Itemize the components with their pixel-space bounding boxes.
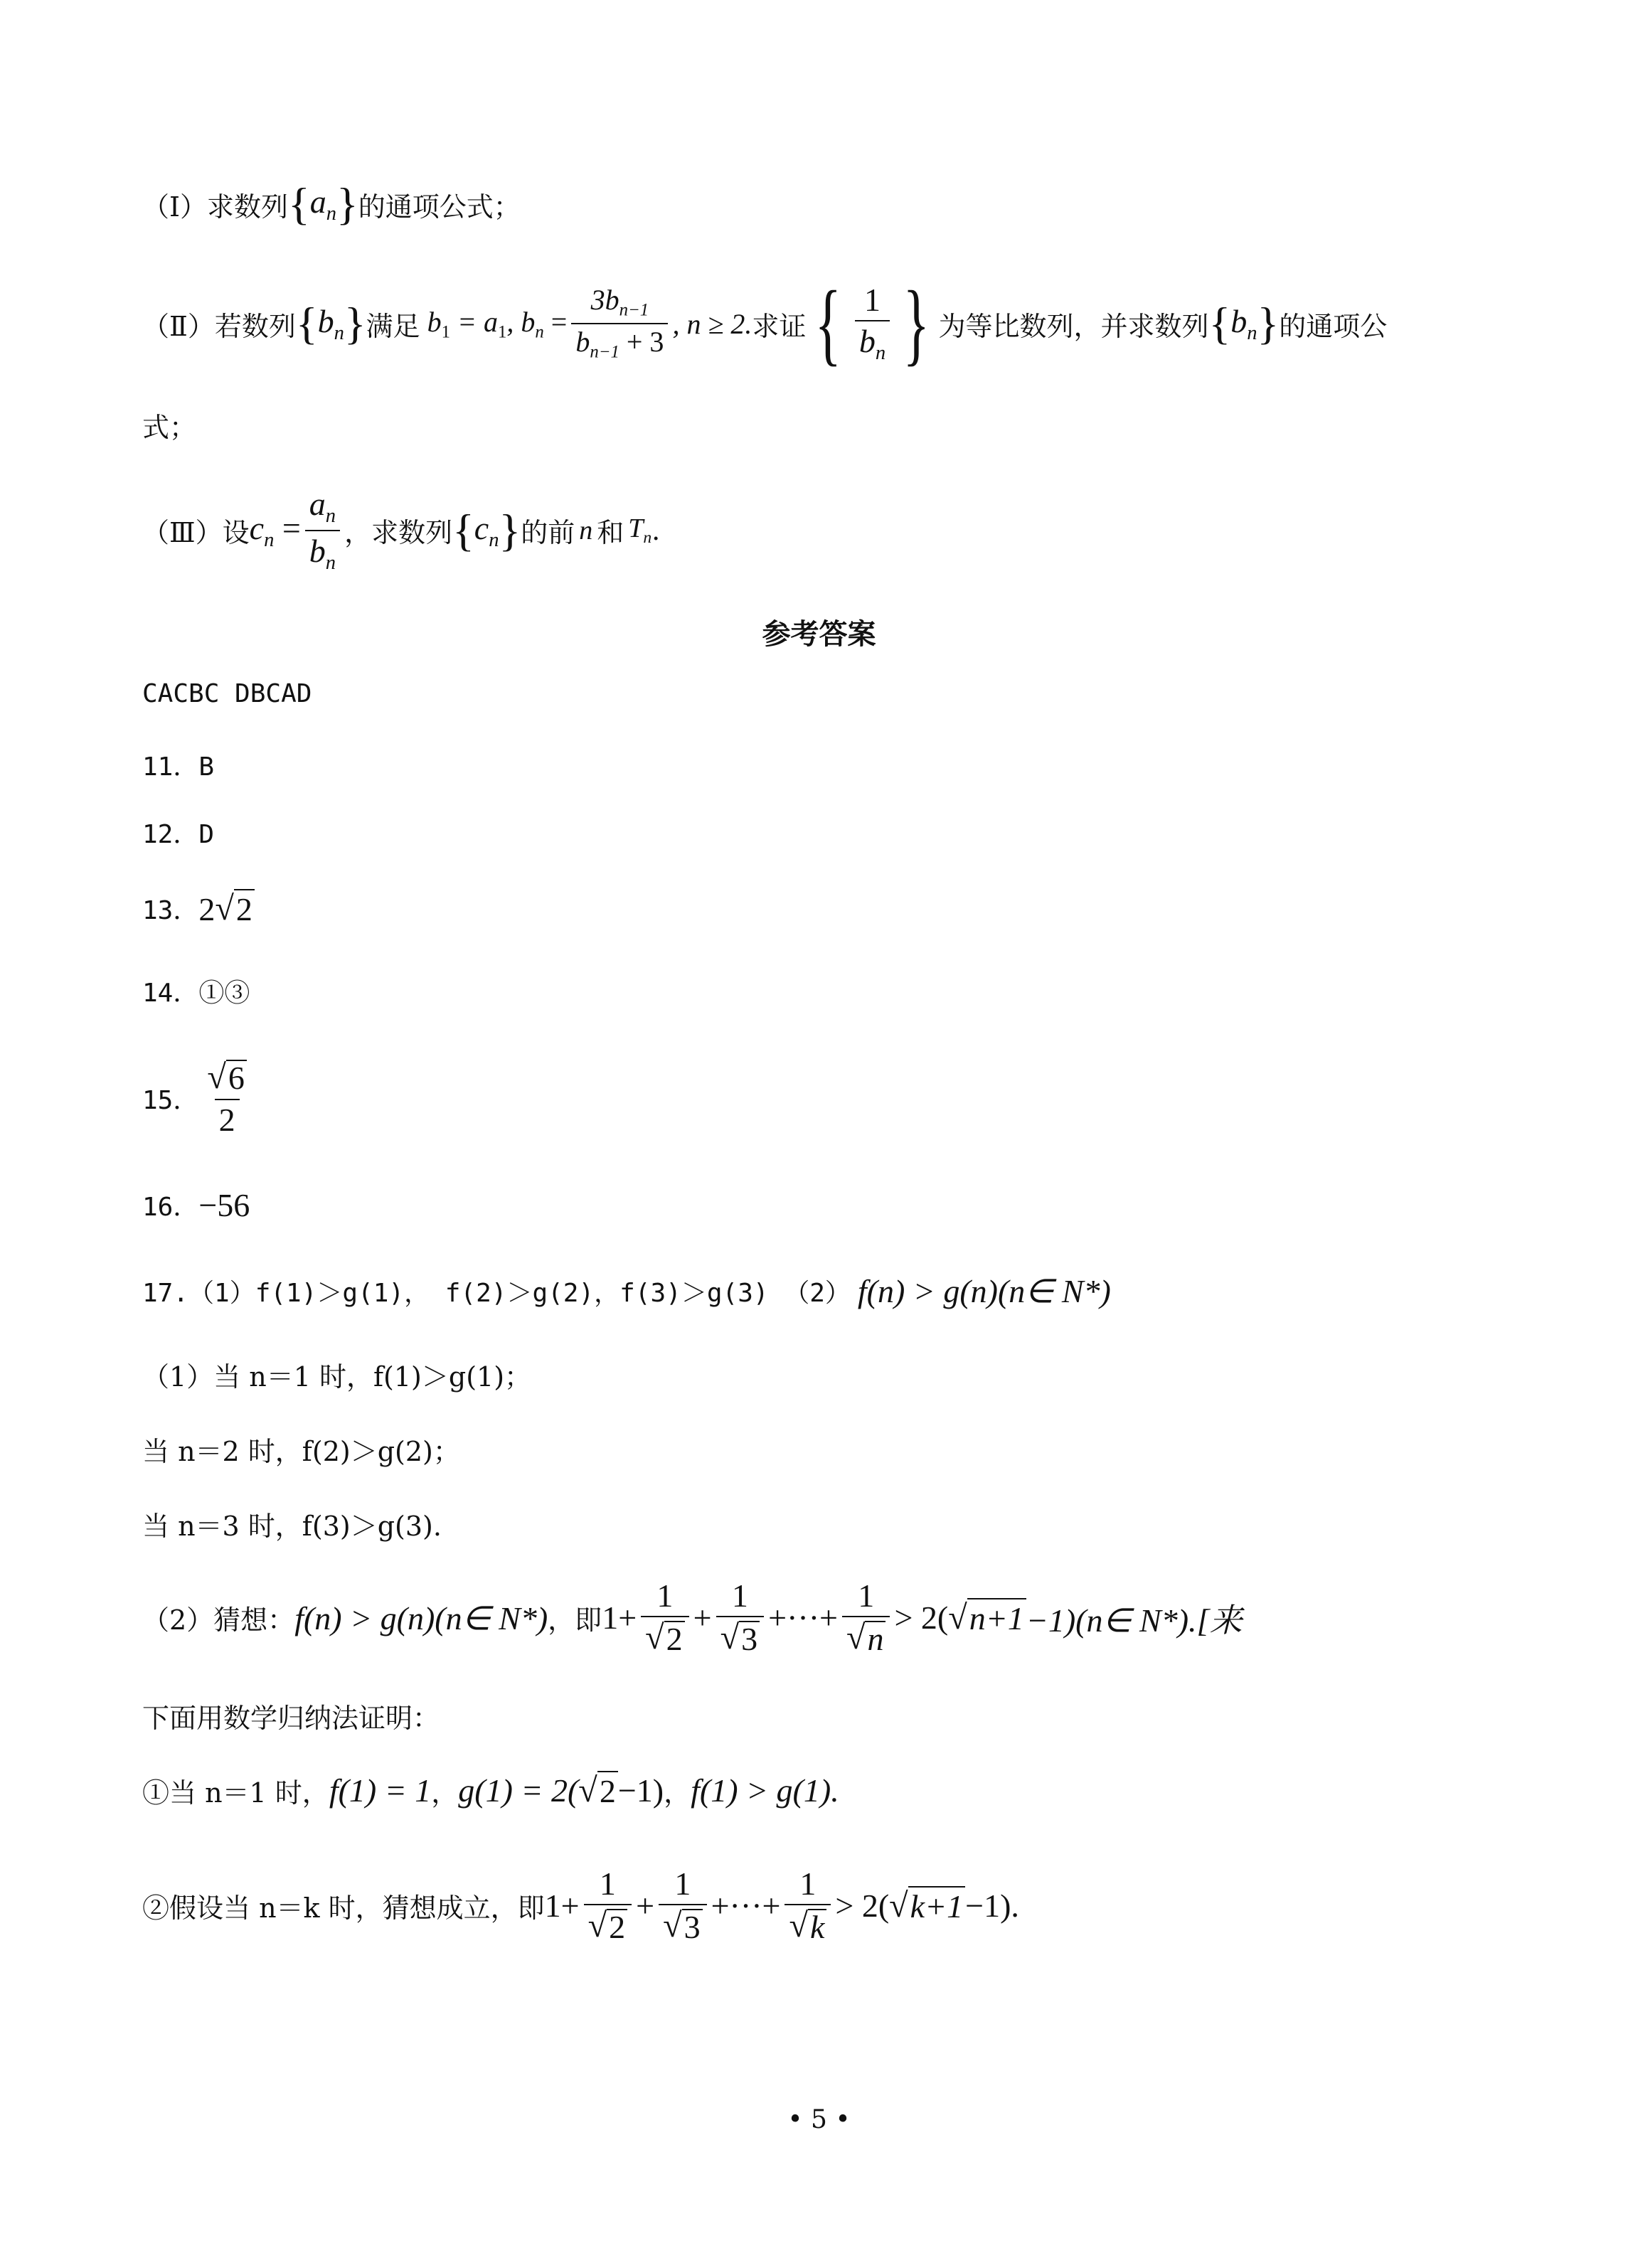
answer-16 — [142, 1186, 250, 1224]
step2-dots: +···+ — [711, 1888, 781, 1924]
left-brace: { — [814, 272, 842, 375]
q2-prove: 求证 — [752, 310, 807, 342]
q3-label: （Ⅲ）设 — [142, 517, 250, 549]
answer-11: 11．B — [142, 752, 215, 782]
q2-geo: 为等比数列，并求数列 — [938, 310, 1209, 342]
q3-tail2: 和 — [597, 517, 624, 549]
step2-frac-2: 1 √ 3 — [659, 1867, 707, 1944]
answer-13-value: 2 √ 2 — [198, 889, 255, 928]
left-brace: { — [1208, 298, 1231, 348]
guess-dots: +···+ — [768, 1599, 838, 1636]
guess-frac-2: 1 √ 3 — [716, 1579, 765, 1656]
question-part-3 — [142, 487, 660, 574]
answer-15-fraction: √ 6 2 — [203, 1060, 251, 1137]
q2-label: （Ⅱ）若数列 — [142, 310, 296, 342]
guess-ineq: > 2( — [894, 1599, 949, 1636]
q2-recurrence-fraction: $\frac{3b_{n-1}}{b_{n-1} + 3}$ — [571, 285, 668, 361]
q2-wrap-text: 式； — [142, 412, 197, 443]
left-brace: { — [295, 298, 318, 348]
question-part-1 — [142, 181, 521, 227]
guess-frac-1: 1 √ 2 — [641, 1579, 689, 1656]
question-part-2 — [142, 272, 1388, 375]
s17-head-text: 17.（1）f(1)＞g(1)， f(2)＞g(2)，f(3)＞g(3) （2） — [142, 1278, 851, 1308]
q3-fraction: $\frac{a_n}{b_n}$ — [305, 487, 340, 574]
answer-16-label: 16． — [142, 1193, 199, 1222]
guess-ineq-tail: −1)(n∈ N*).[来 — [1026, 1602, 1243, 1639]
right-brace: } — [903, 272, 930, 375]
s17-step-1 — [142, 1771, 839, 1810]
left-brace: { — [288, 179, 310, 229]
right-brace: } — [336, 179, 358, 229]
s17-induction: 下面用数学归纳法证明： — [142, 1703, 440, 1734]
guess-mid: ，即 — [548, 1604, 602, 1636]
step2-one-plus: 1+ — [544, 1888, 580, 1924]
answer-14: 14．①③ — [142, 979, 250, 1008]
q1-rest: 的通项公式； — [358, 191, 521, 223]
left-brace: { — [452, 504, 474, 555]
step2-rad: √ k+1 — [889, 1886, 965, 1925]
answer-title: 参考答案 — [762, 618, 876, 651]
s17-line-2: 当 n＝2 时，f(2)＞g(2)； — [142, 1436, 460, 1467]
q2-inverse-fraction: $\frac{1}{b_n}$ — [855, 283, 890, 364]
step1-g-tail: −1) — [617, 1772, 664, 1809]
step1-g-rad: √ 2 — [578, 1771, 618, 1810]
answer-13 — [142, 889, 255, 928]
solution-17-head — [142, 1272, 1111, 1310]
answer-12: 12．D — [142, 820, 215, 849]
step1-g: g(1) = 2( — [458, 1772, 579, 1809]
q3-mid: ，求数列 — [344, 517, 453, 549]
answer-13-label: 13． — [142, 896, 199, 925]
step1-comma: ， — [431, 1777, 459, 1809]
guess-rad-n1: √ n+1 — [948, 1598, 1026, 1637]
s17-step-2 — [142, 1867, 1019, 1944]
guess-math: f(n) > g(n)(n∈ N*) — [294, 1599, 548, 1636]
answer-15 — [142, 1060, 255, 1137]
q2-wrap — [142, 405, 196, 444]
step2-label: ②假设当 n＝k 时，猜想成立，即 — [142, 1892, 545, 1924]
right-brace: } — [499, 504, 521, 555]
s17-guess — [142, 1579, 1242, 1656]
answer-15-label: 15． — [142, 1086, 199, 1115]
right-brace: } — [1257, 298, 1280, 348]
s17-line-3: 当 n＝3 时，f(3)＞g(3). — [142, 1511, 442, 1542]
q3-tail1: 的前 — [521, 517, 575, 549]
step2-frac-1: 1 √ 2 — [584, 1867, 632, 1944]
step1-label: ①当 n＝1 时， — [142, 1777, 329, 1809]
q2-cond-tail: , n ≥ 2. — [672, 307, 752, 340]
guess-frac-3: 1 √ n — [842, 1579, 890, 1656]
step1-comma-2: ， — [664, 1777, 691, 1809]
step2-frac-3: 1 √ k — [785, 1867, 831, 1944]
plus-sign: + — [693, 1599, 712, 1636]
q2-satisfy: 满足 — [366, 310, 420, 342]
q1-sequence-a: $a_n$ — [309, 183, 336, 225]
step1-f: f(1) = 1 — [329, 1772, 432, 1809]
plus-sign: + — [636, 1888, 655, 1924]
q2-condition: $b_1 = a_1$, $b_n$ = — [427, 305, 568, 342]
step2-ineq: > 2( — [835, 1888, 890, 1924]
q2-tail: 的通项公 — [1279, 310, 1388, 342]
q2-sequence-b-2: $b_n$ — [1230, 303, 1257, 344]
step1-compare: f(1) > g(1). — [691, 1772, 839, 1809]
s17-line-1: （1）当 n＝1 时，f(1)＞g(1)； — [142, 1361, 532, 1393]
q2-sequence-b: $b_n$ — [317, 303, 344, 344]
guess-one-plus: 1+ — [602, 1599, 637, 1636]
right-brace: } — [344, 298, 366, 348]
q3-tail-n: n — [579, 515, 593, 545]
answer-16-value: −56 — [198, 1187, 250, 1223]
guess-label: （2）猜想： — [142, 1604, 295, 1636]
step2-tail: −1). — [965, 1888, 1019, 1924]
q3-sequence-c: $c_n$ — [474, 509, 499, 551]
q1-label: （Ⅰ）求数列 — [142, 191, 289, 223]
q3-c: $c_n$ = — [249, 509, 301, 551]
q3-period: . — [652, 514, 661, 546]
answer-row-1: CACBC DBCAD — [142, 679, 312, 708]
page-number: • 5 • — [787, 2105, 851, 2134]
q3-T: $T_n$ — [628, 513, 652, 548]
s17-head-math: f(n) > g(n)(n∈ N*) — [857, 1273, 1111, 1309]
